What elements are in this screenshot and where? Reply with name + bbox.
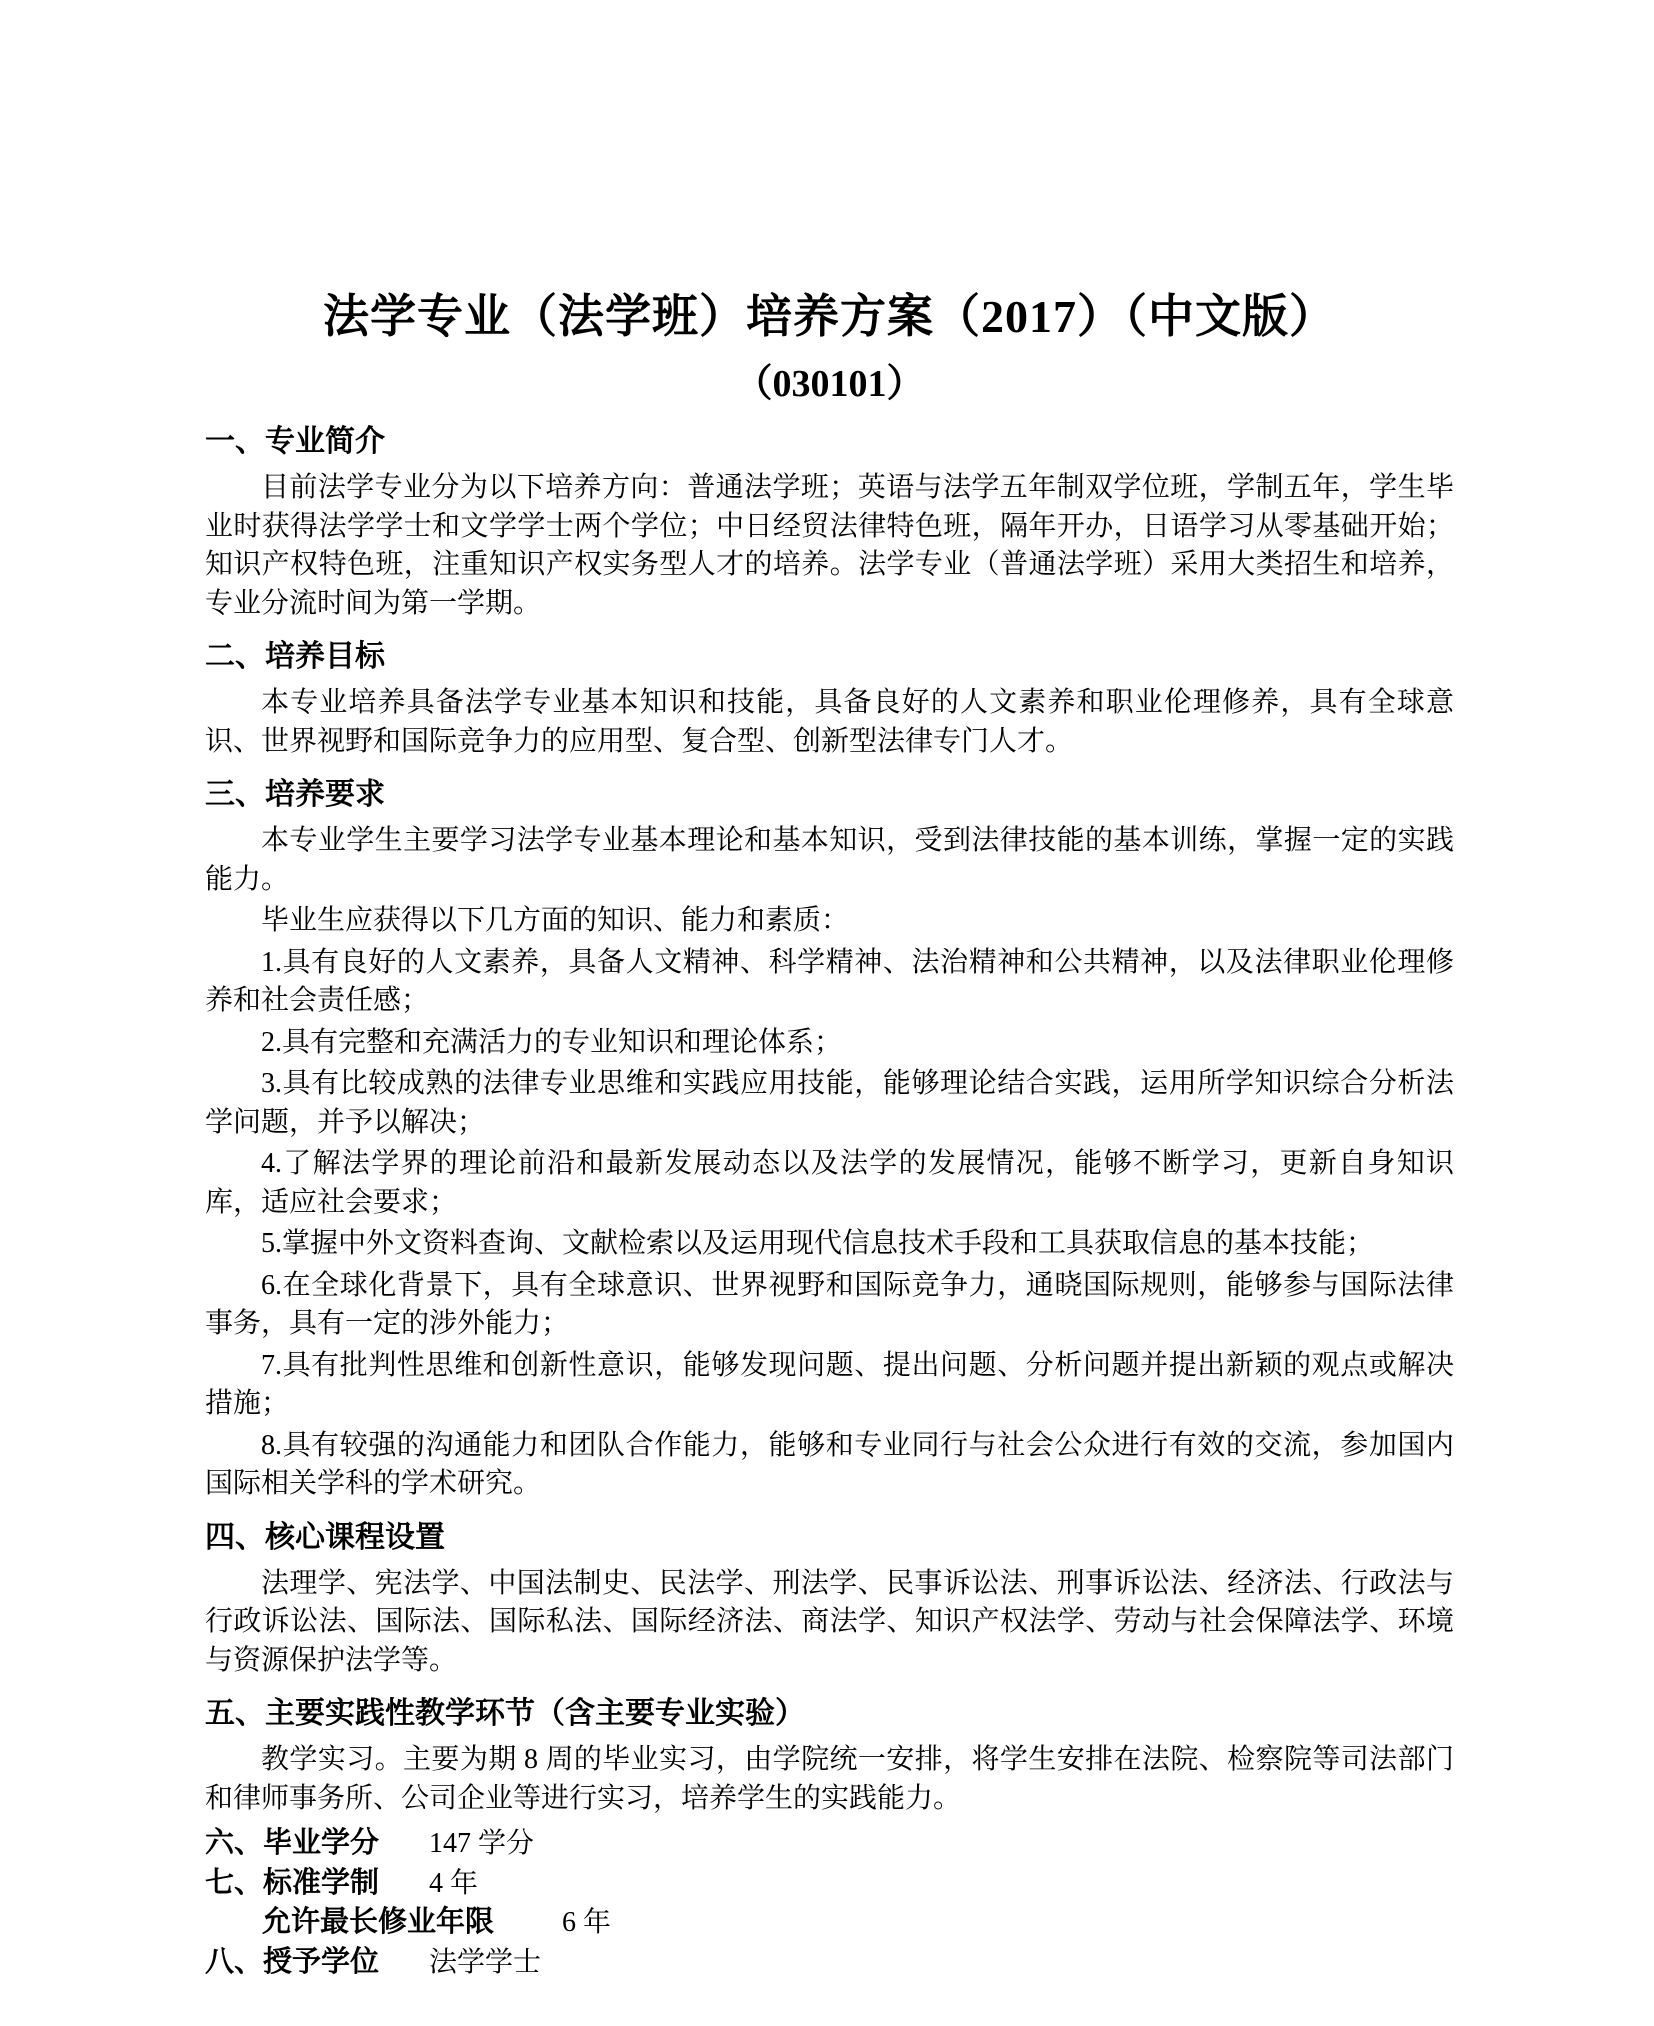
degree-facts: [205, 1824, 1454, 1982]
fact-degree-awarded-label: 八、授予学位: [205, 1945, 380, 1978]
paragraph-major-overview: 目前法学专业分为以下培养方向：普通法学班；英语与法学五年制双学位班，学制五年，学生毕业时获得法学学士和文学学士两个学位；中日经贸法律特色班，隔年开办，日语学习从零基础开始；知识产权特色班，注重知识产权实务型人才的培养。法学专业（普通法学班）采用大类招生和培养，专业分流时间为第一学期。: [205, 472, 1454, 619]
requirement-item-2: 2.具有完整和充满活力的专业知识和理论体系；: [261, 1026, 843, 1058]
paragraph-requirements-intro: 本专业学生主要学习法学专业基本理论和基本知识，受到法律技能的基本训练，掌握一定的实践能力。: [205, 825, 1454, 895]
section-heading-core-courses: 四、核心课程设置: [205, 1520, 445, 1554]
section-heading-major-overview: 一、专业简介: [205, 425, 385, 458]
section-core-courses: [205, 1518, 1454, 1681]
section-training-requirements: [205, 775, 1454, 1504]
section-training-objectives: [205, 637, 1454, 761]
fact-standard-duration-label: 七、标准学制: [205, 1866, 380, 1899]
paragraph-graduate-qualities-intro: 毕业生应获得以下几方面的知识、能力和素质：: [261, 905, 850, 936]
section-heading-training-objectives: 二、培养目标: [205, 640, 385, 673]
requirement-item-1: 1.具有良好的人文素养，具备人文精神、科学精神、法治精神和公共精神，以及法律职业伦理修养和社会责任感；: [205, 946, 1454, 1016]
fact-degree-awarded: [205, 1943, 1454, 1983]
section-heading-training-requirements: 三、培养要求: [205, 778, 385, 811]
section-major-overview: [205, 422, 1454, 623]
fact-graduation-credits: [205, 1824, 1454, 1864]
fact-graduation-credits-value: 147 学分: [429, 1828, 535, 1859]
paragraph-practical-teaching: 教学实习。主要为期 8 周的毕业实习，由学院统一安排，将学生安排在法院、检察院等司法部门和律师事务所、公司企业等进行实习，培养学生的实践能力。: [205, 1744, 1454, 1814]
fact-standard-duration-value: 4 年: [429, 1867, 479, 1899]
requirement-item-6: 6.在全球化背景下，具有全球意识、世界视野和国际竞争力，通晓国际规则，能够参与国际法律事务，具有一定的涉外能力；: [205, 1269, 1454, 1339]
major-code: （030101）: [734, 363, 925, 405]
section-heading-practical-teaching: 五、主要实践性教学环节（含主要专业实验）: [205, 1697, 805, 1730]
requirement-item-7: 7.具有批判性思维和创新性意识，能够发现问题、提出问题、分析问题并提出新颖的观点或解决措施；: [205, 1349, 1454, 1419]
requirement-item-4: 4.了解法学界的理论前沿和最新发展动态以及法学的发展情况，能够不断学习，更新自身知识库，适应社会要求；: [205, 1148, 1454, 1218]
fact-graduation-credits-label: 六、毕业学分: [205, 1827, 380, 1859]
requirement-item-8: 8.具有较强的沟通能力和团队合作能力，能够和专业同行与社会公众进行有效的交流，参加国内国际相关学科的学术研究。: [205, 1429, 1454, 1499]
section-practical-teaching: [205, 1694, 1454, 1818]
fact-standard-duration: [205, 1864, 1454, 1904]
fact-max-study-years-value: 6 年: [562, 1907, 612, 1938]
fact-degree-awarded-value: 法学学士: [429, 1946, 542, 1978]
paragraph-core-courses: 法理学、宪法学、中国法制史、民法学、刑法学、民事诉讼法、刑事诉讼法、经济法、行政法与行政诉讼法、国际法、国际私法、国际经济法、商法学、知识产权法学、劳动与社会保障法学、环境与资源保护法学等。: [205, 1567, 1454, 1676]
requirement-item-3: 3.具有比较成熟的法律专业思维和实践应用技能，能够理论结合实践，运用所学知识综合分析法学问题，并予以解决；: [205, 1068, 1454, 1138]
fact-max-study-years-label: 允许最长修业年限: [262, 1906, 495, 1938]
paragraph-training-objectives: 本专业培养具备法学专业基本知识和技能，具备良好的人文素养和职业伦理修养，具有全球意识、世界视野和国际竞争力的应用型、复合型、创新型法律专门人才。: [205, 687, 1454, 757]
fact-max-study-years: [205, 1903, 1454, 1943]
document-title: 法学专业（法学班）培养方案（2017）（中文版）: [323, 291, 1336, 342]
requirement-item-5: 5.掌握中外文资料查询、文献检索以及运用现代信息技术手段和工具获取信息的基本技能；: [261, 1228, 1375, 1259]
